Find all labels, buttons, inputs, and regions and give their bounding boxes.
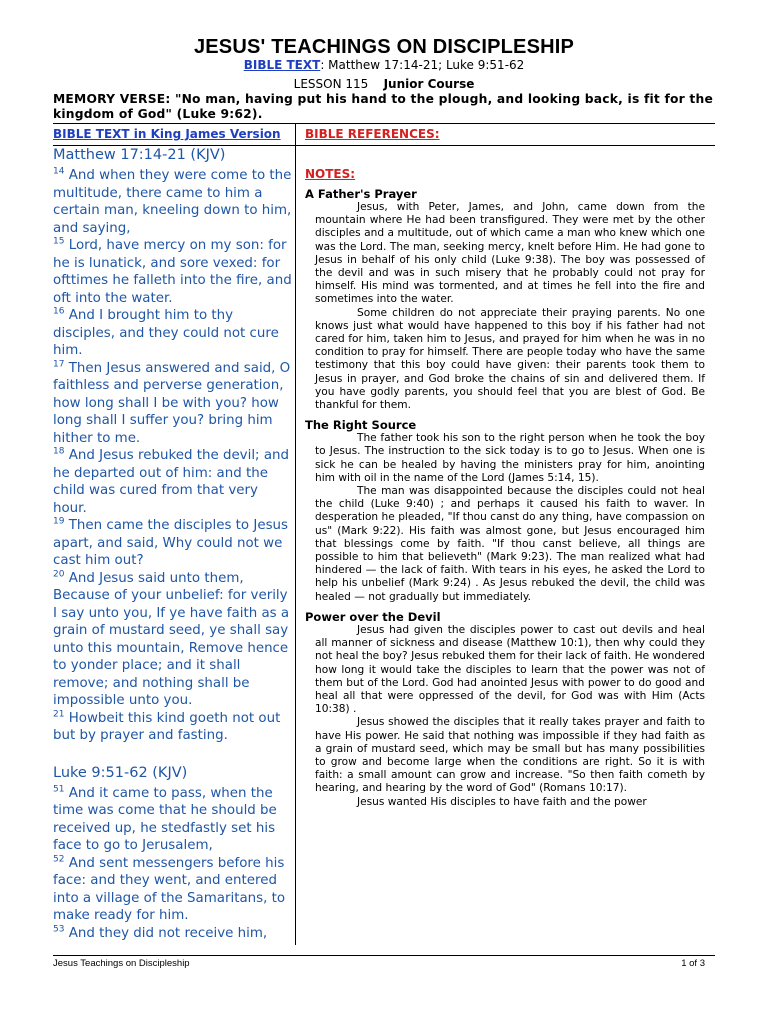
page-number: 1 of 3 xyxy=(681,958,705,969)
lesson-line xyxy=(0,77,768,91)
verse-number: 20 xyxy=(53,569,65,580)
verse xyxy=(53,447,293,517)
verse xyxy=(53,925,293,943)
verse-number: 21 xyxy=(53,709,65,720)
notes-body xyxy=(305,187,715,809)
section-heading: The Right Source xyxy=(305,418,417,433)
verse-text: Howbeit this kind goeth not out but by prayer and fasting. xyxy=(53,710,281,743)
verse-text: And sent messengers before his face: and they went, and entered into a village of the Samaritans, to make ready for him. xyxy=(53,855,286,923)
note-paragraph: The man was disappointed because the disciples could not heal the child (Luke 9:40) ; and perhaps it caused his faith to waver. In desperation he pleaded, "If thou canst do any thing, have compassion on us" (Mark 9:22). His faith was almost gone, but Jesus encouraged him that blessings come by faith. "If thou canst believe, all things are possible to him that believeth" (Mark 9:23). The man realized what had hindered — the lack of faith. With tears in his eyes, he asked the Lord to help his unbelief (Mark 9:24) . As Jesus rebuked the devil, the child was healed — not gradually but immediately. xyxy=(315,485,705,603)
verse-number: 17 xyxy=(53,359,65,370)
notes-column xyxy=(305,127,715,809)
header-divider xyxy=(53,123,715,124)
matthew-verses xyxy=(53,167,293,745)
verse xyxy=(53,360,293,448)
verse-text: And Jesus rebuked the devil; and he departed out of him: and the child was cured from that very hour. xyxy=(53,448,290,516)
left-column-header[interactable]: BIBLE TEXT in King James Version xyxy=(53,127,281,141)
note-paragraph: The father took his son to the right person when he took the boy to Jesus. The instruction to the sick today is to go to Jesus. When one is sick he can be healed by having the ministers pray for him, anointing him with oil in the name of the Lord (James 5:14, 15). xyxy=(315,432,705,484)
verse-text: And when they were come to the multitude, there came to him a certain man, kneeling down to him, and saying, xyxy=(53,168,292,236)
verse xyxy=(53,237,293,307)
verse-number: 53 xyxy=(53,924,65,935)
note-paragraph: Jesus, with Peter, James, and John, came down from the mountain where He had been transfigured. They were met by the other disciples and a multitude, out of which came a man who knew which one was the Lord. The man, seeking mercy, knelt before Him. He had gone to Jesus in behalf of his only child (Luke 9:38). The boy was possessed of the devil and was in such misery that he probably could not pray for himself. His mind was tormented, and at times he fell into the fire and sometimes into the water. xyxy=(315,201,705,306)
verse-number: 51 xyxy=(53,784,65,795)
footer-title: Jesus Teachings on Discipleship xyxy=(53,958,190,969)
verse-number: 18 xyxy=(53,446,65,457)
bible-text-refs: : Matthew 17:14-21; Luke 9:51-62 xyxy=(320,58,525,72)
memory-verse: MEMORY VERSE: "No man, having put his hand to the plough, and looking back, is fit for the kingdom of God" (Luke 9:62). xyxy=(53,92,713,121)
footer-divider xyxy=(53,955,715,956)
verse xyxy=(53,710,293,745)
luke-title: Luke 9:51-62 (KJV) xyxy=(53,764,188,781)
note-paragraph: Some children do not appreciate their praying parents. No one knows just what would have happened to this boy if his father had not cared for him, taken him to Jesus, and prayed for him when he was in no condition to pray for himself. There are people today who have the same testimony that this boy could have given: their parents took them to Jesus in prayer, and God broke the chains of sin and delivered them. If you have godly parents, you should feel that you are blest of God. Be thankful for them. xyxy=(315,306,705,412)
notes-header: NOTES: xyxy=(305,167,356,181)
course-name: Junior Course xyxy=(383,77,475,91)
verse xyxy=(53,785,293,855)
luke-verses xyxy=(53,785,293,943)
verse xyxy=(53,307,293,360)
verse-text: And it came to pass, when the time was come that he should be received up, he stedfastly set his face to go to Jerusalem, xyxy=(53,785,277,853)
verse-number: 15 xyxy=(53,236,65,247)
bible-text-line xyxy=(0,58,768,72)
verse-text: Then Jesus answered and said, O faithless and perverse generation, how long shall I be with you? how long shall I suffer you? bring him hither to me. xyxy=(53,360,291,446)
bible-text-column xyxy=(53,127,293,942)
verse-number: 14 xyxy=(53,166,65,177)
verse xyxy=(53,570,293,710)
verse-number: 19 xyxy=(53,516,65,527)
verse-number: 16 xyxy=(53,306,65,317)
verse xyxy=(53,167,293,237)
verse-text: And I brought him to thy disciples, and they could not cure him. xyxy=(53,308,279,358)
verse-number: 52 xyxy=(53,854,65,865)
page-footer xyxy=(53,958,715,969)
verse-text: Lord, have mercy on my son: for he is lunatick, and sore vexed: for ofttimes he falleth into the fire, and oft into the water. xyxy=(53,238,292,306)
verse-text: And they did not receive him, xyxy=(68,925,268,941)
verse-text: Then came the disciples to Jesus apart, and said, Why could not we cast him out? xyxy=(53,518,289,568)
matthew-title: Matthew 17:14-21 (KJV) xyxy=(53,147,226,163)
section-heading: A Father's Prayer xyxy=(305,187,417,201)
bible-references-header: BIBLE REFERENCES: xyxy=(305,127,440,141)
verse-text: And Jesus said unto them, Because of your unbelief: for verily I say unto you, If ye have faith as a grain of mustard seed, ye shall say unto this mountain, Remove hence to yonder place; and it shall remove; and nothing shall be impossible unto you. xyxy=(53,570,290,708)
note-paragraph: Jesus showed the disciples that it really takes prayer and faith to have His power. He said that nothing was impossible if they had faith as a grain of mustard seed, which may be small but has many possibilities to grow and become large when the conditions are right. So it is with faith: a small amount can grow and increase. "So then faith cometh by hearing, and hearing by the word of God" (Romans 10:17). xyxy=(315,716,705,795)
note-paragraph: Jesus had given the disciples power to cast out devils and heal all manner of sickness and disease (Matthew 10:1), then why could they not heal the boy? Jesus rebuked them for their lack of faith. He wondered how long it would take the disciples to learn that the power was not of them but of the Lord. God had anointed Jesus with power to do good and heal all that were oppressed of the devil, for God was with Him (Acts 10:38) . xyxy=(315,623,705,716)
note-paragraph: Jesus wanted His disciples to have faith and the power xyxy=(357,795,647,808)
verse xyxy=(53,855,293,925)
verse xyxy=(53,517,293,570)
column-divider xyxy=(295,124,296,945)
lesson-number: LESSON 115 xyxy=(293,77,369,91)
section-heading: Power over the Devil xyxy=(305,609,441,624)
bible-text-link[interactable]: BIBLE TEXT xyxy=(243,58,321,72)
page-title: JESUS' TEACHINGS ON DISCIPLESHIP xyxy=(193,36,575,58)
